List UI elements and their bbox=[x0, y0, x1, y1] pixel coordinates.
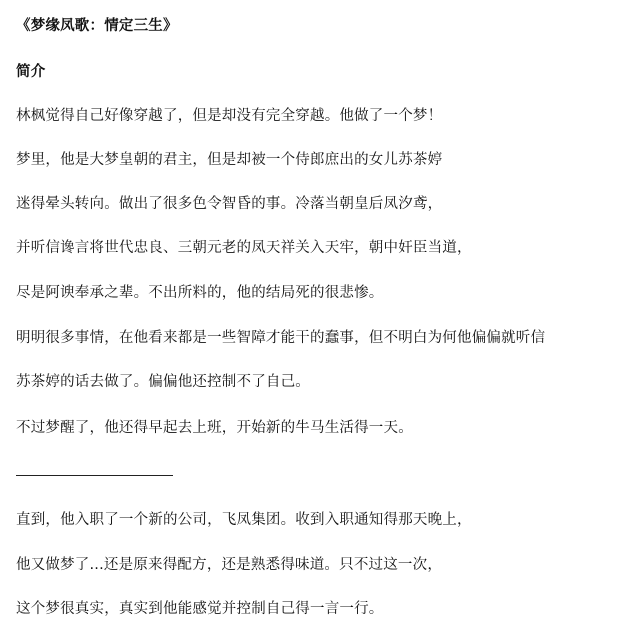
paragraph-line: 不过梦醒了，他还得早起去上班，开始新的牛马生活得一天。 bbox=[16, 420, 413, 436]
paragraph-line: 梦里，他是大梦皇朝的君主，但是却被一个侍郎庶出的女儿苏茶婷 bbox=[16, 152, 443, 168]
section-heading: 简介 bbox=[16, 64, 46, 80]
book-title: 《梦缘凤歌：情定三生》 bbox=[16, 18, 178, 34]
paragraph-line: 尽是阿谀奉承之辈。不出所料的，他的结局死的很悲惨。 bbox=[16, 285, 384, 301]
paragraph-line: 直到，他入职了一个新的公司，飞凤集团。收到入职通知得那天晚上， bbox=[16, 512, 472, 528]
section-divider bbox=[16, 475, 173, 476]
paragraph-line: 这个梦很真实，真实到他能感觉并控制自己得一言一行。 bbox=[16, 601, 384, 617]
paragraph-line: 明明很多事情，在他看来都是一些智障才能干的蠢事，但不明白为何他偏偏就听信 bbox=[16, 330, 546, 346]
paragraph-line: 他又做梦了...还是原来得配方，还是熟悉得味道。只不过这一次， bbox=[16, 557, 443, 573]
paragraph-line: 迷得晕头转向。做出了很多色令智昏的事。冷落当朝皇后凤汐鸢， bbox=[16, 196, 443, 212]
paragraph-line: 苏茶婷的话去做了。偏偏他还控制不了自己。 bbox=[16, 374, 310, 390]
paragraph-line: 并听信谗言将世代忠良、三朝元老的凤天祥关入天牢，朝中奸臣当道， bbox=[16, 240, 472, 256]
paragraph-line: 林枫觉得自己好像穿越了，但是却没有完全穿越。他做了一个梦！ bbox=[16, 108, 443, 124]
